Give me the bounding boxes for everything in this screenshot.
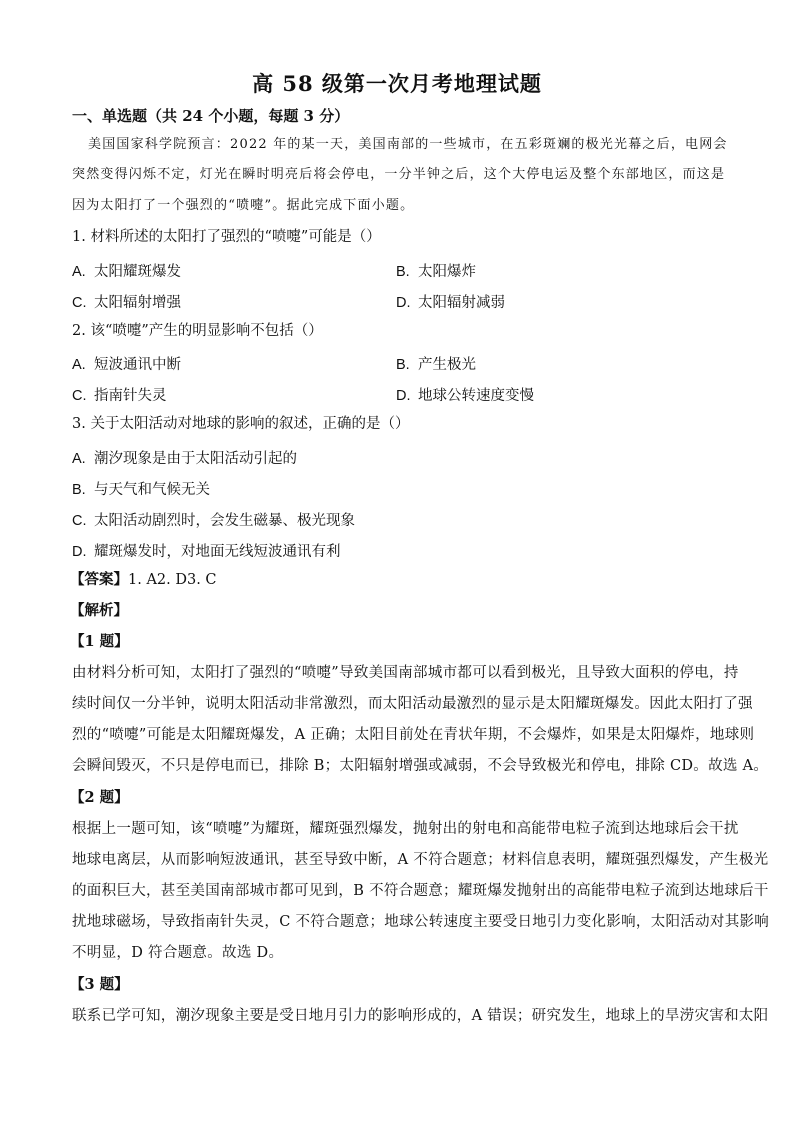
- sub2-line: 地球电离层，从而影响短波通讯，甚至导致中断，A 不符合题意；材料信息表明，耀斑强烈爆发，产生极光: [72, 852, 769, 868]
- option-letter: C.: [72, 295, 87, 311]
- answer-row: [70, 571, 730, 589]
- option-letter: B.: [72, 482, 86, 498]
- question-2-stem: 2. 该“喷嚏”产生的明显影响不包括（）: [72, 323, 323, 339]
- question-1-stem: 1. 材料所述的太阳打了强烈的“喷嚏”可能是（）: [72, 229, 381, 245]
- section-heading: 一、单选题（共 24 个小题，每题 3 分）: [72, 107, 350, 125]
- intro-line: 突然变得闪烁不定，灯光在瞬时明亮后将会停电，一分半钟之后，这个大停电运及整个东部地区，而这是: [72, 167, 726, 182]
- option-letter: D.: [72, 544, 87, 560]
- sub1-line: 由材料分析可知，太阳打了强烈的“喷嚏”导致美国南部城市都可以看到极光，且导致大面积的停电，持: [72, 665, 739, 681]
- answer-text: 1. A2. D3. C: [128, 572, 217, 588]
- option-text: 与天气和气候无关: [94, 482, 210, 498]
- question-3-option-b: [72, 478, 210, 499]
- sub2-line: 根据上一题可知，该“喷嚏”为耀斑，耀斑强烈爆发，抛射出的射电和高能带电粒子流到达地球后会干扰: [72, 821, 739, 837]
- question-3-option-c: [72, 509, 355, 530]
- option-letter: A.: [72, 264, 86, 280]
- option-letter: A.: [72, 357, 86, 373]
- question-2-option-c: [72, 384, 167, 405]
- sub2-line: 的面积巨大，甚至美国南部城市都可见到，B 不符合题意；耀斑爆发抛射出的高能带电粒子流到达地球后干: [72, 883, 769, 899]
- sub1-line: 烈的“喷嚏”可能是太阳耀斑爆发，A 正确；太阳目前处在青状年期，不会爆炸，如果是太阳爆炸，地球则: [72, 727, 755, 743]
- option-letter: B.: [396, 357, 410, 373]
- analysis-label: 【解析】: [70, 602, 128, 619]
- question-2-option-a: [72, 353, 181, 374]
- option-text: 太阳辐射减弱: [418, 295, 505, 311]
- option-letter: D.: [396, 388, 411, 404]
- option-text: 产生极光: [418, 357, 476, 373]
- intro-line: 因为太阳打了一个强烈的“喷嚏”。据此完成下面小题。: [72, 198, 415, 213]
- question-1-option-b: [396, 260, 476, 281]
- sub1-line: 会瞬间毁灭，不只是停电而已，排除 B；太阳辐射增强或减弱，不会导致极光和停电，排除 CD。故选 A。: [72, 758, 769, 774]
- question-1-option-a: [72, 260, 181, 281]
- option-text: 耀斑爆发时，对地面无线短波通讯有利: [94, 544, 341, 560]
- option-text: 地球公转速度变慢: [418, 388, 534, 404]
- sub3-label: 【3 题】: [70, 976, 129, 993]
- option-text: 太阳爆炸: [418, 264, 476, 280]
- sub2-label: 【2 题】: [70, 789, 129, 806]
- option-letter: A.: [72, 451, 86, 467]
- answer-label: 【答案】: [70, 571, 128, 588]
- question-2-option-b: [396, 353, 476, 374]
- question-1-option-c: [72, 291, 181, 312]
- option-letter: C.: [72, 388, 87, 404]
- option-letter: D.: [396, 295, 411, 311]
- option-text: 短波通讯中断: [94, 357, 181, 373]
- option-letter: C.: [72, 513, 87, 529]
- option-letter: B.: [396, 264, 410, 280]
- sub2-line: 不明显，D 符合题意。故选 D。: [72, 945, 284, 961]
- page-title: 高 58 级第一次月考地理试题: [252, 71, 542, 96]
- question-2-option-d: [396, 384, 534, 405]
- option-text: 太阳耀斑爆发: [94, 264, 181, 280]
- question-3-option-d: [72, 540, 341, 561]
- sub1-label: 【1 题】: [70, 633, 129, 650]
- intro-line: 美国国家科学院预言：2022 年的某一天，美国南部的一些城市，在五彩斑斓的极光光幕之后，电网会: [88, 137, 728, 152]
- question-1-option-d: [396, 291, 505, 312]
- sub1-line: 续时间仅一分半钟，说明太阳活动非常激烈，而太阳活动最激烈的显示是太阳耀斑爆发。因此太阳打了强: [72, 696, 753, 712]
- option-text: 太阳活动剧烈时，会发生磁暴、极光现象: [94, 513, 355, 529]
- option-text: 太阳辐射增强: [94, 295, 181, 311]
- option-text: 潮汐现象是由于太阳活动引起的: [94, 451, 297, 467]
- question-3-option-a: [72, 447, 297, 468]
- option-text: 指南针失灵: [94, 388, 167, 404]
- question-3-stem: 3. 关于太阳活动对地球的影响的叙述，正确的是（）: [72, 416, 410, 432]
- sub3-line: 联系已学可知，潮汐现象主要是受日地月引力的影响形成的，A 错误；研究发生，地球上的旱涝灾害和太阳: [72, 1008, 769, 1024]
- sub2-line: 扰地球磁场，导致指南针失灵，C 不符合题意；地球公转速度主要受日地引力变化影响，太阳活动对其影响: [72, 914, 770, 930]
